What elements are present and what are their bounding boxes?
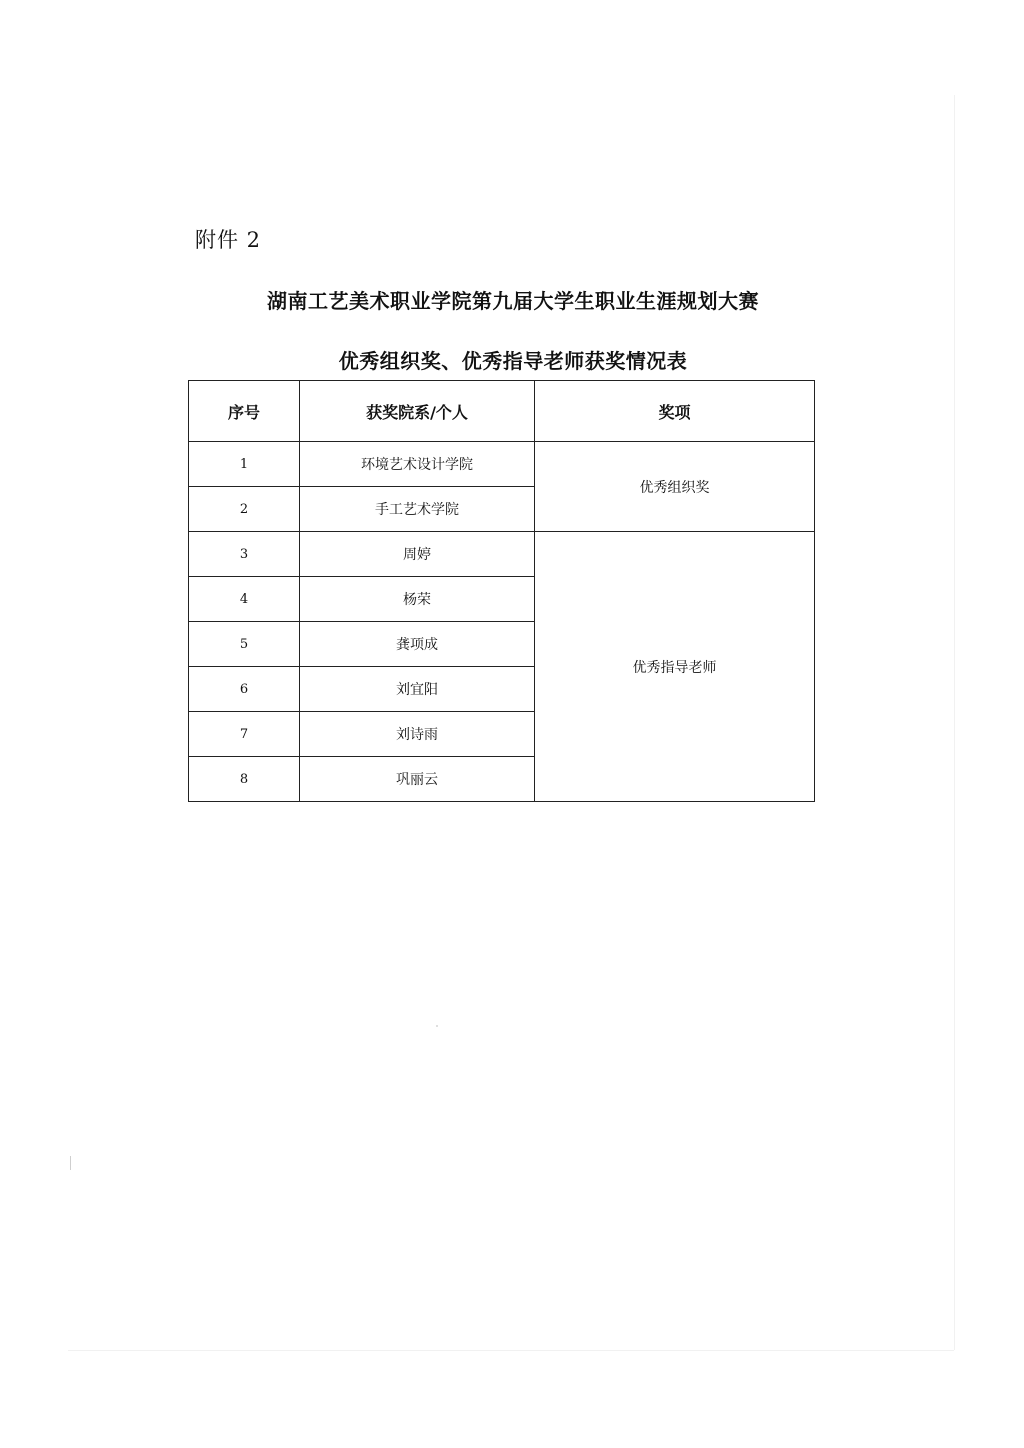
row-recipient: 巩丽云 xyxy=(300,757,535,802)
row-number: 3 xyxy=(189,532,300,577)
row-recipient: 杨荣 xyxy=(300,577,535,622)
row-number: 1 xyxy=(189,442,300,487)
row-number: 6 xyxy=(189,667,300,712)
row-recipient: 刘诗雨 xyxy=(300,712,535,757)
row-number: 8 xyxy=(189,757,300,802)
award-cell-advisor: 优秀指导老师 xyxy=(535,532,815,802)
row-recipient: 环境艺术设计学院 xyxy=(300,442,535,487)
scan-dot xyxy=(436,1025,438,1027)
table-row xyxy=(189,442,815,487)
scan-edge-right xyxy=(954,95,955,1350)
header-serial-number: 序号 xyxy=(189,381,300,442)
scan-edge-bottom xyxy=(68,1350,954,1351)
row-number: 2 xyxy=(189,487,300,532)
header-recipient: 获奖院系/个人 xyxy=(300,381,535,442)
row-number: 5 xyxy=(189,622,300,667)
row-recipient: 周婷 xyxy=(300,532,535,577)
table-header-row xyxy=(189,381,815,442)
row-recipient: 手工艺术学院 xyxy=(300,487,535,532)
row-number: 4 xyxy=(189,577,300,622)
award-cell-organization: 优秀组织奖 xyxy=(535,442,815,532)
attachment-label: 附件 2 xyxy=(195,228,262,252)
row-recipient: 刘宜阳 xyxy=(300,667,535,712)
document-subtitle: 优秀组织奖、优秀指导老师获奖情况表 xyxy=(338,349,688,373)
table-row xyxy=(189,532,815,577)
document-title: 湖南工艺美术职业学院第九届大学生职业生涯规划大赛 xyxy=(267,289,759,313)
row-recipient: 龚项成 xyxy=(300,622,535,667)
header-award: 奖项 xyxy=(535,381,815,442)
row-number: 7 xyxy=(189,712,300,757)
scan-mark xyxy=(70,1156,71,1170)
awards-table xyxy=(188,380,815,802)
